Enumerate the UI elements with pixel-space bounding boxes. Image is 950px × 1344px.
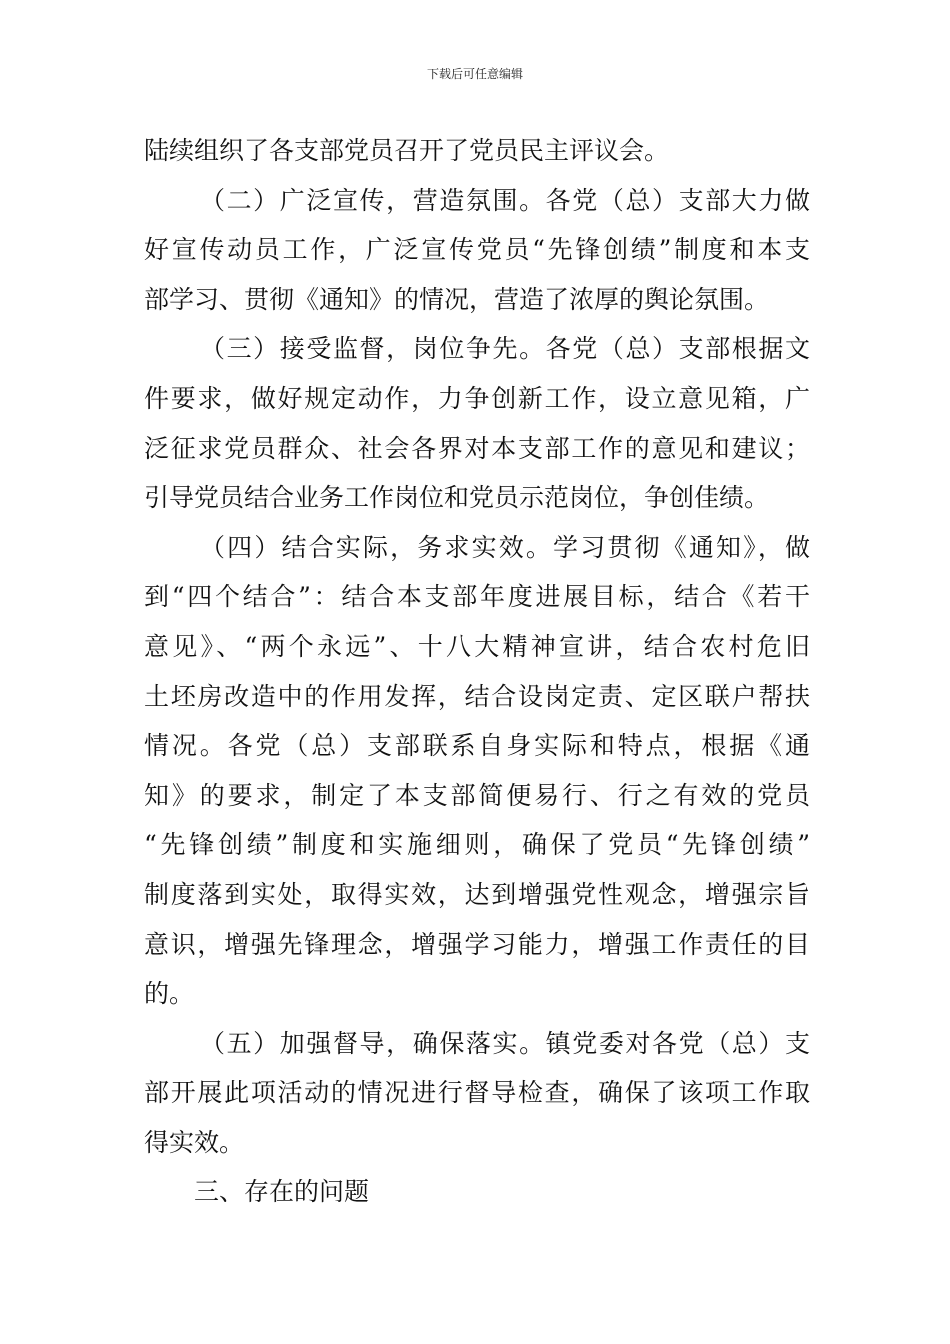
paragraph-4-line-10: 的。 <box>144 979 195 1009</box>
paragraph-4-line-8: 制度落到实处，取得实效，达到增强党性观念，增强宗旨 <box>144 879 810 909</box>
paragraph-4-line-9: 意识，增强先锋理念，增强学习能力，增强工作责任的目 <box>144 929 810 959</box>
paragraph-4-line-1: （四）结合实际，务求实效。学习贯彻《通知》，做 <box>200 532 810 562</box>
paragraph-4-line-5: 情况。各党（总）支部联系自身实际和特点，根据《通 <box>144 731 810 761</box>
section-heading: 三、存在的问题 <box>194 1177 370 1207</box>
paragraph-2-line-3: 部学习、贯彻《通知》的情况，营造了浓厚的舆论氛围。 <box>144 284 770 314</box>
paragraph-2-line-1: （二）广泛宣传，营造氛围。各党（总）支部大力做 <box>200 185 810 215</box>
paragraph-4-line-4: 土坯房改造中的作用发挥，结合设岗定责、定区联户帮扶 <box>144 681 810 711</box>
header-note: 下载后可任意编辑 <box>426 67 523 81</box>
body-text <box>144 126 810 1217</box>
paragraph-3-line-1: （三）接受监督，岗位争先。各党（总）支部根据文 <box>200 334 810 364</box>
paragraph-5-line-2: 部开展此项活动的情况进行督导检查，确保了该项工作取 <box>144 1078 810 1108</box>
text-line-1: 陆续组织了各支部党员召开了党员民主评议会。 <box>144 136 670 165</box>
paragraph-3-line-2: 件要求，做好规定动作，力争创新工作，设立意见箱，广 <box>144 383 810 413</box>
paragraph-3-line-3: 泛征求党员群众、社会各界对本支部工作的意见和建议； <box>144 433 810 463</box>
paragraph-3-line-4: 引导党员结合业务工作岗位和党员示范岗位，争创佳绩。 <box>144 483 770 513</box>
paragraph-4-line-3: 意见》、“两个永远”、十八大精神宣讲，结合农村危旧 <box>144 631 810 661</box>
paragraph-4-line-2: 到“四个结合”：结合本支部年度进展目标，结合《若干 <box>144 582 810 612</box>
paragraph-5-line-3: 得实效。 <box>144 1127 245 1157</box>
paragraph-4-line-7: “先锋创绩”制度和实施细则，确保了党员“先锋创绩” <box>144 830 810 860</box>
paragraph-5-line-1: （五）加强督导，确保落实。镇党委对各党（总）支 <box>200 1028 810 1058</box>
paragraph-4-line-6: 知》的要求，制定了本支部简便易行、行之有效的党员 <box>144 780 810 810</box>
paragraph-2-line-2: 好宣传动员工作，广泛宣传党员“先锋创绩”制度和本支 <box>144 235 810 265</box>
